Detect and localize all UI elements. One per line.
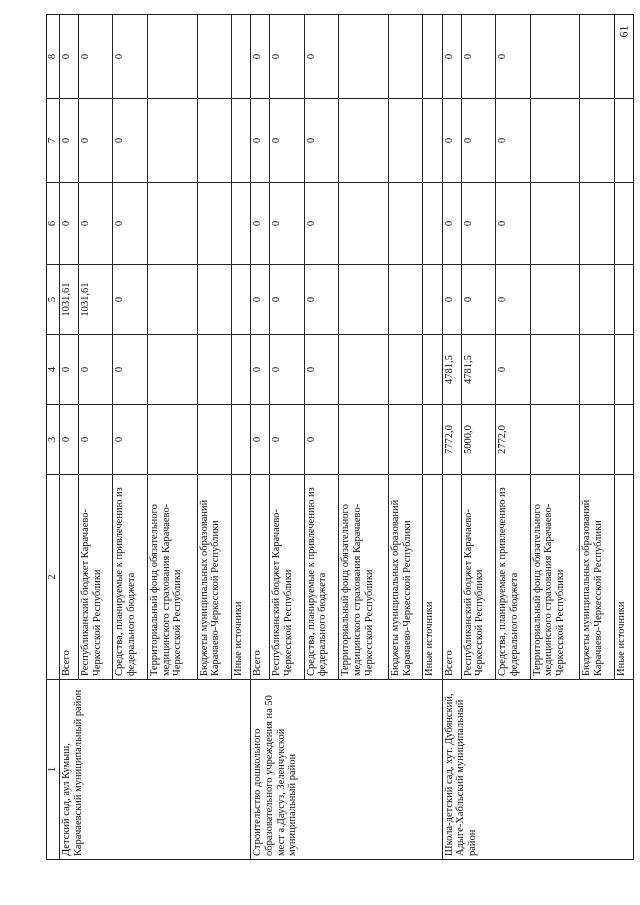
value-cell: 0 xyxy=(113,265,147,335)
value-cell: 0 xyxy=(270,335,304,405)
value-cell: 0 xyxy=(251,99,270,183)
value-cell xyxy=(530,15,580,99)
value-cell xyxy=(423,265,442,335)
value-cell xyxy=(147,265,197,335)
value-cell: 7772,0 xyxy=(442,405,461,475)
value-cell xyxy=(423,15,442,99)
value-cell: 0 xyxy=(270,15,304,99)
value-cell xyxy=(580,99,614,183)
table-row xyxy=(251,15,270,860)
value-cell: 5000,0 xyxy=(461,405,495,475)
value-cell xyxy=(339,405,389,475)
funding-source-cell: Иные источники xyxy=(423,475,442,680)
value-cell: 0 xyxy=(59,405,78,475)
object-name-cell: Детский сад, аул Кумыш, Карачаевский муниципальный район xyxy=(59,680,250,860)
value-cell xyxy=(231,265,250,335)
funding-source-cell: Бюджеты муниципальных образований Карачаево-Черкесской Республики xyxy=(388,475,422,680)
value-cell xyxy=(197,335,231,405)
value-cell: 0 xyxy=(113,335,147,405)
value-cell xyxy=(339,99,389,183)
value-cell: 0 xyxy=(304,99,338,183)
column-header: 2 xyxy=(47,475,60,680)
value-cell xyxy=(147,99,197,183)
funding-source-cell: Территориальный фонд обязательного медицинского страхования Карачаево-Черкесской Республики xyxy=(147,475,197,680)
value-cell: 0 xyxy=(461,183,495,265)
value-cell: 0 xyxy=(78,405,112,475)
value-cell: 0 xyxy=(251,335,270,405)
table-row xyxy=(442,15,461,860)
column-header: 5 xyxy=(47,265,60,335)
value-cell xyxy=(197,183,231,265)
value-cell: 0 xyxy=(251,405,270,475)
value-cell xyxy=(147,335,197,405)
funding-source-cell: Иные источники xyxy=(614,475,633,680)
value-cell: 0 xyxy=(113,99,147,183)
object-name-cell: Школа-детский сад, хут. Дубянский, Адыге-Хабльский муниципальный район xyxy=(442,680,634,860)
value-cell: 0 xyxy=(304,183,338,265)
value-cell: 0 xyxy=(251,183,270,265)
value-cell: 0 xyxy=(496,183,530,265)
value-cell xyxy=(614,15,633,99)
value-cell: 0 xyxy=(461,265,495,335)
value-cell xyxy=(614,335,633,405)
value-cell xyxy=(614,265,633,335)
value-cell xyxy=(580,15,614,99)
value-cell: 0 xyxy=(496,15,530,99)
value-cell: 0 xyxy=(59,183,78,265)
value-cell xyxy=(231,183,250,265)
funding-source-cell: Средства, планируемые к привлечению из федерального бюджета xyxy=(304,475,338,680)
value-cell xyxy=(231,99,250,183)
value-cell xyxy=(388,183,422,265)
value-cell xyxy=(580,335,614,405)
value-cell: 0 xyxy=(59,335,78,405)
value-cell xyxy=(231,335,250,405)
funding-source-cell: Средства, планируемые к привлечению из федерального бюджета xyxy=(113,475,147,680)
value-cell: 0 xyxy=(270,99,304,183)
value-cell: 0 xyxy=(304,15,338,99)
value-cell: 0 xyxy=(304,405,338,475)
column-header: 3 xyxy=(47,405,60,475)
funding-source-cell: Иные источники xyxy=(231,475,250,680)
value-cell: 0 xyxy=(496,99,530,183)
value-cell: 0 xyxy=(113,183,147,265)
funding-source-cell: Всего xyxy=(251,475,270,680)
value-cell: 0 xyxy=(59,99,78,183)
value-cell: 0 xyxy=(442,99,461,183)
page-number: 61 xyxy=(616,25,631,38)
value-cell xyxy=(231,405,250,475)
funding-source-cell: Средства, планируемые к привлечению из федерального бюджета xyxy=(496,475,530,680)
value-cell xyxy=(147,15,197,99)
value-cell xyxy=(530,99,580,183)
value-cell: 0 xyxy=(442,15,461,99)
value-cell: 0 xyxy=(270,183,304,265)
value-cell xyxy=(423,183,442,265)
value-cell: 0 xyxy=(251,265,270,335)
value-cell xyxy=(423,99,442,183)
value-cell: 4781,5 xyxy=(442,335,461,405)
value-cell xyxy=(580,405,614,475)
value-cell: 0 xyxy=(113,405,147,475)
value-cell: 0 xyxy=(442,265,461,335)
value-cell: 0 xyxy=(270,265,304,335)
funding-source-cell: Всего xyxy=(59,475,78,680)
value-cell: 4781,5 xyxy=(461,335,495,405)
value-cell xyxy=(530,265,580,335)
document-sheet xyxy=(46,15,634,860)
value-cell xyxy=(339,15,389,99)
value-cell xyxy=(197,405,231,475)
value-cell xyxy=(339,183,389,265)
value-cell xyxy=(147,183,197,265)
value-cell xyxy=(580,265,614,335)
column-header: 7 xyxy=(47,99,60,183)
funding-source-cell: Территориальный фонд обязательного медицинского страхования Карачаево-Черкесской Республики xyxy=(530,475,580,680)
value-cell: 0 xyxy=(304,265,338,335)
value-cell: 1031,61 xyxy=(78,265,112,335)
value-cell: 0 xyxy=(496,335,530,405)
value-cell: 0 xyxy=(461,15,495,99)
value-cell xyxy=(530,183,580,265)
value-cell xyxy=(388,99,422,183)
value-cell xyxy=(614,183,633,265)
value-cell xyxy=(339,335,389,405)
column-header: 6 xyxy=(47,183,60,265)
funding-source-cell: Бюджеты муниципальных образований Карачаево-Черкесской Республики xyxy=(197,475,231,680)
table-row xyxy=(59,15,78,860)
value-cell: 2772,0 xyxy=(496,405,530,475)
value-cell: 0 xyxy=(78,99,112,183)
value-cell xyxy=(388,15,422,99)
value-cell xyxy=(388,405,422,475)
value-cell: 0 xyxy=(59,15,78,99)
value-cell xyxy=(530,405,580,475)
value-cell xyxy=(423,405,442,475)
value-cell: 0 xyxy=(304,335,338,405)
value-cell xyxy=(614,99,633,183)
value-cell: 0 xyxy=(78,15,112,99)
value-cell xyxy=(530,335,580,405)
value-cell xyxy=(147,405,197,475)
column-header: 1 xyxy=(47,680,60,860)
value-cell: 0 xyxy=(78,335,112,405)
funding-source-cell: Территориальный фонд обязательного медицинского страхования Карачаево-Черкесской Республики xyxy=(339,475,389,680)
value-cell: 0 xyxy=(270,405,304,475)
funding-table xyxy=(46,14,634,860)
value-cell: 1031,61 xyxy=(59,265,78,335)
value-cell: 0 xyxy=(78,183,112,265)
column-header: 4 xyxy=(47,335,60,405)
table-body xyxy=(59,15,633,860)
header-row xyxy=(47,15,60,860)
value-cell xyxy=(388,265,422,335)
value-cell xyxy=(197,265,231,335)
funding-source-cell: Бюджеты муниципальных образований Карачаево-Черкесской Республики xyxy=(580,475,614,680)
value-cell xyxy=(231,15,250,99)
value-cell xyxy=(339,265,389,335)
value-cell: 0 xyxy=(113,15,147,99)
value-cell: 0 xyxy=(496,265,530,335)
value-cell xyxy=(197,99,231,183)
funding-source-cell: Республиканский бюджет Карачаево-Черкесской Республики xyxy=(270,475,304,680)
value-cell xyxy=(197,15,231,99)
value-cell xyxy=(580,183,614,265)
value-cell: 0 xyxy=(251,15,270,99)
funding-source-cell: Республиканский бюджет Карачаево-Черкесской Республики xyxy=(78,475,112,680)
object-name-cell: Строительство дошкольного образовательного учреждения на 50 мест а.Даусуз, Зеленчукской муниципальный район xyxy=(251,680,442,860)
funding-source-cell: Всего xyxy=(442,475,461,680)
column-header: 8 xyxy=(47,15,60,99)
funding-source-cell: Республиканский бюджет Карачаево-Черкесской Республики xyxy=(461,475,495,680)
value-cell xyxy=(614,405,633,475)
value-cell xyxy=(423,335,442,405)
value-cell: 0 xyxy=(442,183,461,265)
value-cell: 0 xyxy=(461,99,495,183)
value-cell xyxy=(388,335,422,405)
